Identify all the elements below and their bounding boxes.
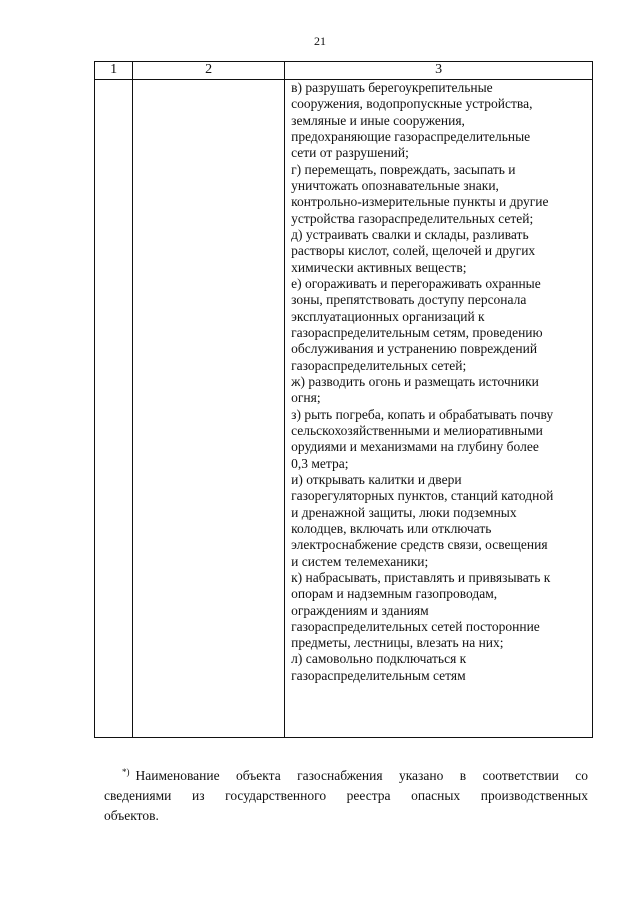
footnote-line: сведениями из государственного реестра опасных производственных	[104, 788, 588, 803]
footnote-line	[104, 766, 588, 786]
column-header-2: 2	[133, 62, 285, 80]
cell-text-line: сети от разрушений;	[291, 145, 409, 161]
footnote-line-text: Наименование объекта газоснабжения указано в соответствии со	[135, 768, 588, 783]
footnote	[104, 766, 588, 826]
cell-text-line: з) рыть погреба, копать и обрабатывать почву	[291, 406, 554, 422]
cell-text-line: химически активных веществ;	[291, 259, 467, 275]
cell-text-line: сельскохозяйственными и мелиоративными	[291, 422, 543, 438]
cell-text-line: газорегуляторных пунктов, станций катодной	[291, 488, 554, 504]
cell-text-line: эксплуатационных организаций к	[291, 308, 485, 324]
cell-text-line: орудиями и механизмами на глубину более	[291, 439, 539, 455]
cell-text-line: предметы, лестницы, влезать на них;	[291, 635, 504, 651]
cell-text-line: земляные и иные сооружения,	[291, 112, 465, 128]
cell-text-line: контрольно-измерительные пункты и другие	[291, 194, 549, 210]
cell-text-line: 0,3 метра;	[291, 455, 349, 471]
cell-text-line: предохраняющие газораспределительные	[291, 128, 531, 144]
document-table	[94, 61, 593, 738]
cell-column-1	[95, 80, 133, 738]
cell-text-line: сооружения, водопропускные устройства,	[291, 96, 533, 112]
cell-text-line: в) разрушать берегоукрепительные	[291, 80, 493, 95]
cell-text-line: уничтожать опознавательные знаки,	[291, 177, 499, 193]
cell-text-line: ограждениям и зданиям	[291, 602, 429, 618]
cell-text-line: опорам и надземным газопроводам,	[291, 586, 498, 602]
cell-text-line: газораспределительных сетей;	[291, 357, 467, 373]
cell-text-line: газораспределительных сетей посторонние	[291, 618, 540, 634]
cell-column-3	[285, 80, 593, 738]
cell-text-line: и систем телемеханики;	[291, 553, 429, 569]
cell-text-line: к) набрасывать, приставлять и привязывать к	[291, 569, 551, 585]
cell-column-2	[133, 80, 285, 738]
cell-text-line: ж) разводить огонь и размещать источники	[291, 373, 539, 389]
cell-text-line: зоны, препятствовать доступу персонала	[291, 292, 527, 308]
footnote-marker: *)	[122, 767, 130, 777]
cell-text-line: обслуживания и устранению повреждений	[291, 341, 538, 357]
scan-artifact-marks	[120, 896, 580, 900]
column-header-3: 3	[285, 62, 593, 80]
cell-text-line: е) огораживать и перегораживать охранные	[291, 275, 541, 291]
cell-text-line: г) перемещать, повреждать, засыпать и	[291, 161, 516, 177]
cell-text-line: и дренажной защиты, люки подземных	[291, 504, 517, 520]
cell-text-line: л) самовольно подключаться к	[291, 651, 467, 667]
cell-text-line: огня;	[291, 390, 321, 406]
cell-text-line: д) устраивать свалки и склады, разливать	[291, 226, 529, 242]
cell-text-line: устройства газораспределительных сетей;	[291, 210, 534, 226]
cell-text-line: растворы кислот, солей, щелочей и других	[291, 243, 536, 259]
cell-text-line: и) открывать калитки и двери	[291, 471, 462, 487]
footnote-line: объектов.	[104, 808, 159, 823]
cell-text-line: колодцев, включать или отключать	[291, 520, 492, 536]
table-row	[95, 80, 593, 738]
cell-text-line: газораспределительным сетям, проведению	[291, 324, 543, 340]
table-header-row	[95, 62, 593, 80]
cell-text-line: электроснабжение средств связи, освещения	[291, 537, 548, 553]
cell-text-line: газораспределительным сетям	[291, 667, 466, 683]
page-number: 21	[314, 34, 326, 48]
column-header-1: 1	[95, 62, 133, 80]
